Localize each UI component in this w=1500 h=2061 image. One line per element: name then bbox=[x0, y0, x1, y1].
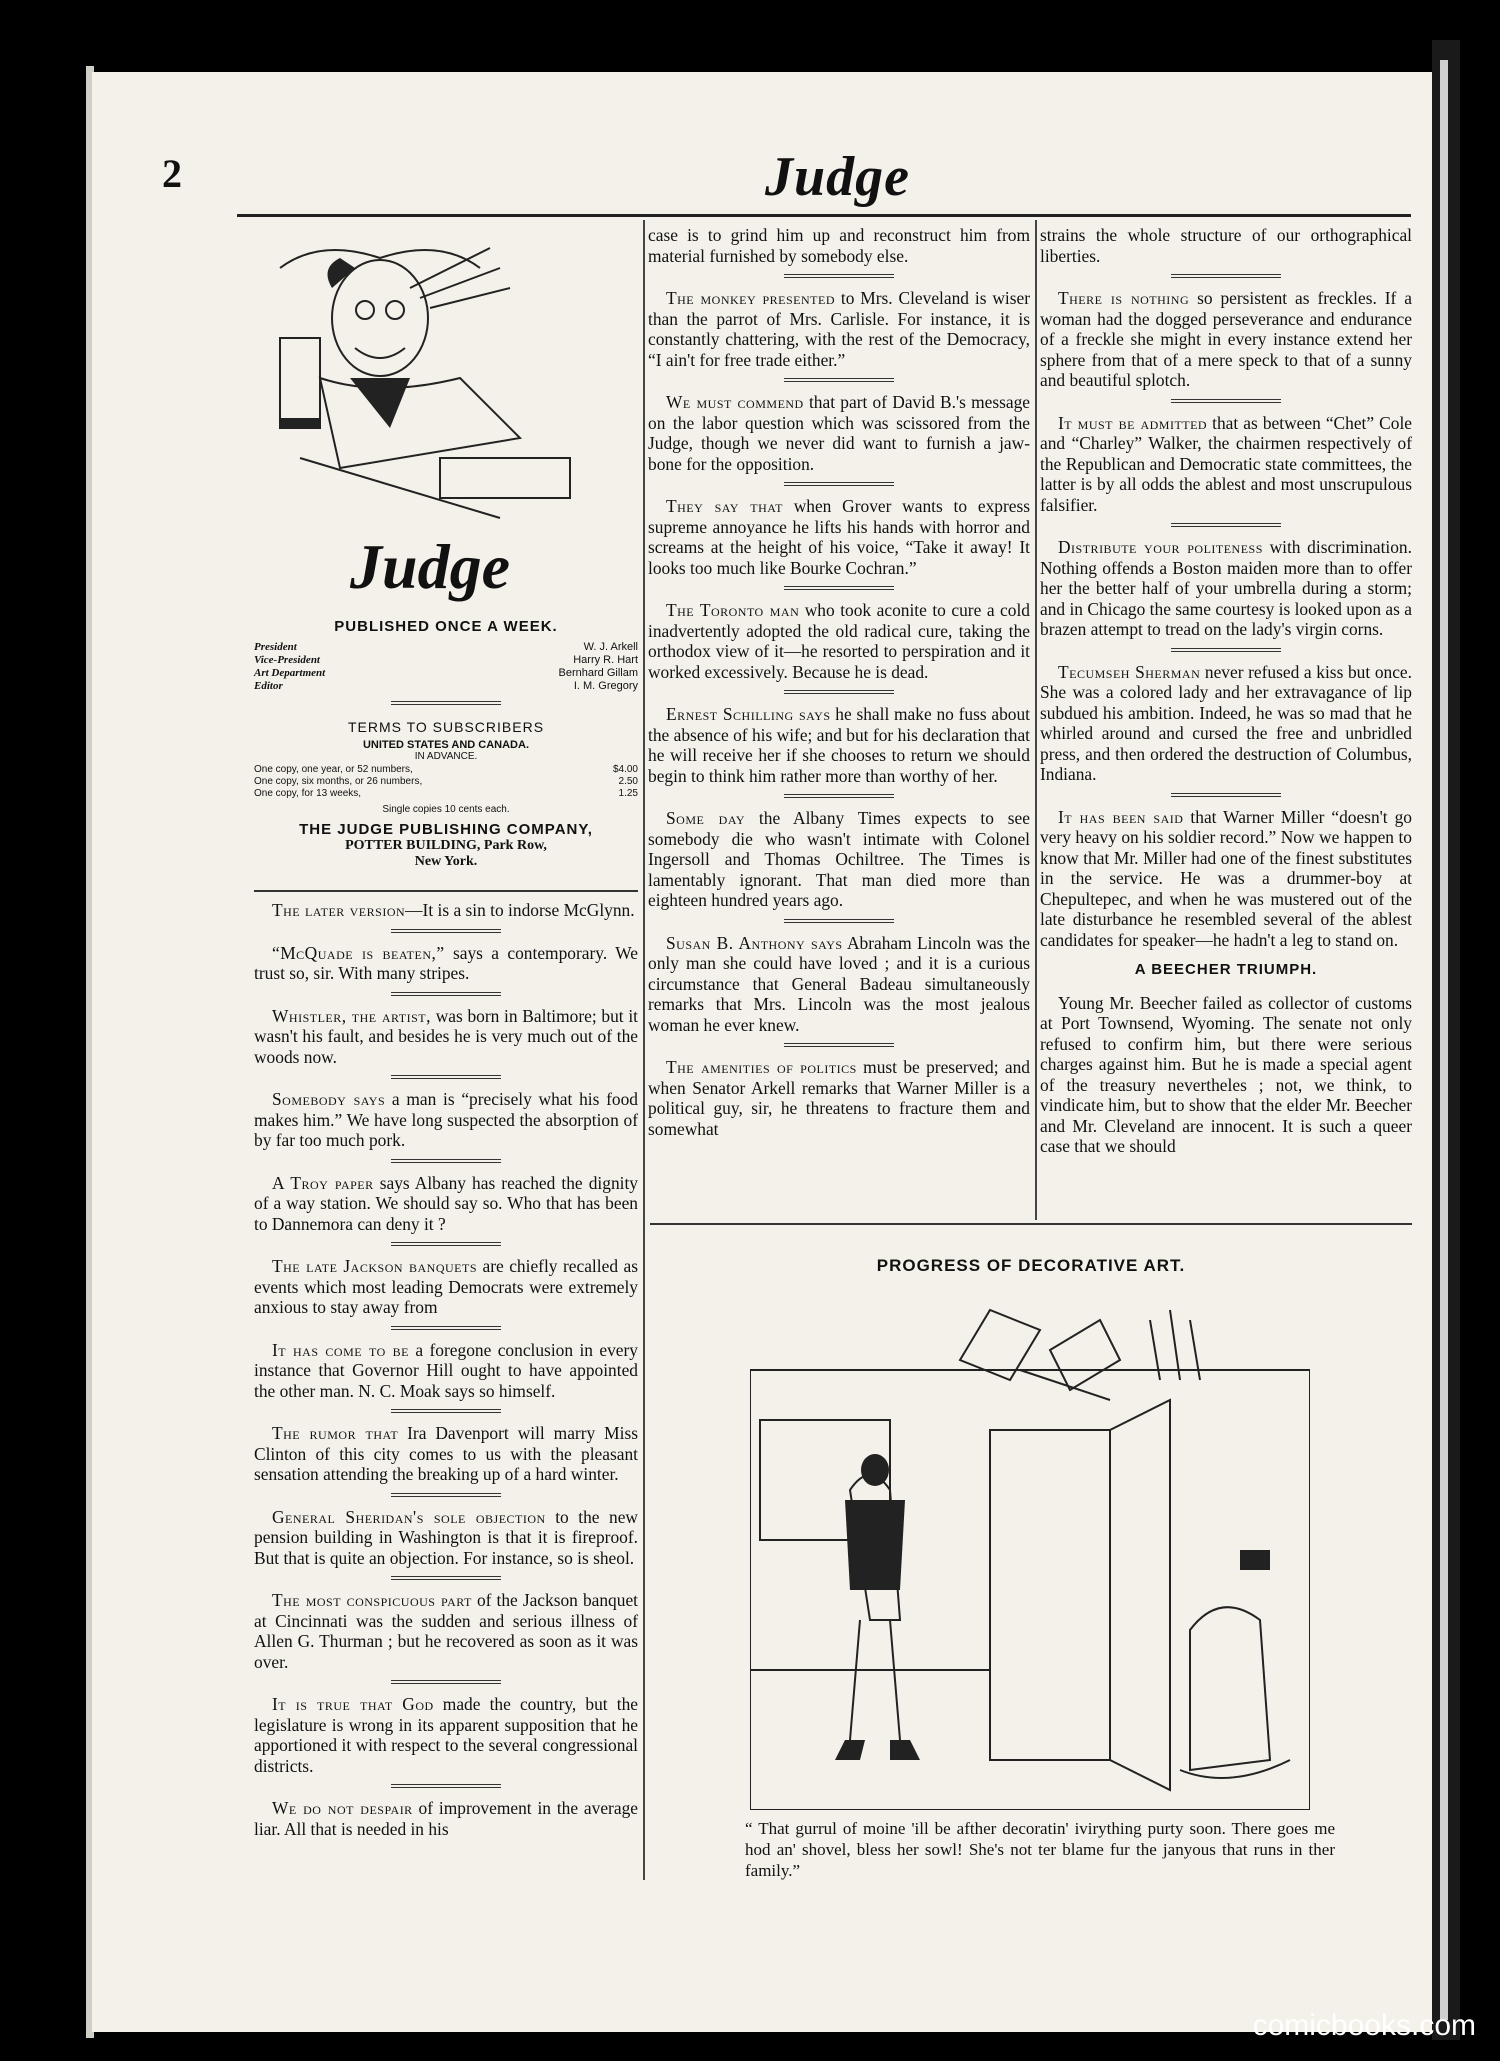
terms-title: TERMS TO SUBSCRIBERS bbox=[347, 719, 545, 735]
paragraph: Whistler, the artist, was born in Baltimore; but it wasn't his fault, and besides he is very much out of the woods now. bbox=[254, 1005, 638, 1067]
publisher-name: THE JUDGE PUBLISHING COMPANY, bbox=[299, 821, 593, 838]
divider bbox=[391, 1326, 501, 1330]
staff-row: Vice-President Harry R. Hart bbox=[254, 654, 638, 666]
terms-region: UNITED STATES AND CANADA. bbox=[362, 739, 529, 751]
cartoon-caption: “ That gurrul of moine 'ill be afther decoratin' ivirything purty soon. There goes me hod an' shovel, bless her sowl! She's not ter blame fur the janyous that runs in ther family.” bbox=[745, 1819, 1335, 1880]
header-rule bbox=[237, 214, 1411, 217]
publisher-city: New York. bbox=[414, 854, 478, 869]
paragraph: It has come to be a foregone conclusion in every instance that Governor Hill ought to have appointed the other man. N. C. Moak says so himself. bbox=[254, 1339, 638, 1401]
divider bbox=[391, 1159, 501, 1163]
column-3 bbox=[1040, 225, 1412, 1163]
divider bbox=[1171, 523, 1281, 527]
column-rule bbox=[1035, 220, 1037, 1220]
price-list bbox=[254, 764, 638, 800]
divider bbox=[391, 1576, 501, 1580]
divider bbox=[784, 1043, 894, 1047]
divider bbox=[391, 929, 501, 933]
paragraph: The late Jackson banquets are chiefly recalled as events which most leading Democrats were extremely anxious to stay away from bbox=[254, 1256, 638, 1317]
staff-row: Art Department Bernhard Gillam bbox=[254, 667, 638, 679]
published-line: PUBLISHED ONCE A WEEK. bbox=[334, 618, 558, 635]
cartoon-title: PROGRESS OF DECORATIVE ART. bbox=[876, 1256, 1186, 1275]
binding-edge bbox=[1440, 60, 1448, 2020]
divider bbox=[391, 701, 501, 705]
divider bbox=[391, 1409, 501, 1413]
paragraph: The later version—It is a sin to indorse McGlynn. bbox=[272, 900, 635, 920]
price-row: One copy, one year, or 52 numbers, $4.00 bbox=[254, 764, 638, 775]
paragraph: The Toronto man who took aconite to cure a cold inadvertently adopted the old radical cure, taking the orthodox view of it—he resorted to perspiration and it worked excessively. Because he is dead. bbox=[648, 600, 1030, 682]
divider bbox=[1171, 648, 1281, 652]
price-row: One copy, six months, or 26 numbers, 2.50 bbox=[254, 776, 638, 787]
masthead-title: Judge bbox=[765, 146, 910, 208]
divider bbox=[391, 992, 501, 996]
paragraph: Distribute your politeness with discrimination. Nothing offends a Boston maiden more than to offer her the better half of your umbrella during a storm; and in Chicago the same courtesy is looked upon as a brazen attempt to tread on the lady's virgin corns. bbox=[1040, 537, 1412, 639]
paragraph: We do not despair of improvement in the average liar. All that is needed in his bbox=[254, 1798, 638, 1839]
divider bbox=[784, 919, 894, 923]
divider bbox=[391, 1075, 501, 1079]
paragraph: It has been said that Warner Miller “doesn't go very heavy on his soldier record.” Now we happen to know that Mr. Miller had one of the finest substitutes in the service. He was a drummer-boy at Chepultepec, and when he was mustered out of the late disturbance he resembled several of the ablest candidates for speaker—he hadn't a leg to stand on. bbox=[1040, 806, 1412, 950]
page-number: 2 bbox=[162, 151, 182, 196]
site-watermark: comicbooks.com bbox=[1252, 2009, 1476, 2042]
paragraph: We must commend that part of David B.'s message on the labor question which was scissored from the Judge, though we never did want to furnish a jaw-bone for the opposition. bbox=[648, 392, 1031, 474]
continued-paragraph: strains the whole structure of our orthographical liberties. bbox=[1040, 225, 1412, 266]
judge-caricature-illustration bbox=[260, 228, 638, 522]
column-rule bbox=[643, 220, 645, 1232]
single-copy-price: Single copies 10 cents each. bbox=[382, 804, 510, 815]
sidebar-rule bbox=[254, 890, 638, 892]
paragraph: The most conspicuous part of the Jackson banquet at Cincinnati was the sudden and serious illness of Allen G. Thurman ; but he recovered as soon as it was over. bbox=[254, 1590, 638, 1672]
divider bbox=[784, 690, 894, 694]
divider bbox=[784, 482, 894, 486]
column-rule bbox=[643, 1230, 645, 1880]
column-2 bbox=[648, 225, 1030, 1145]
paragraph: A Troy paper says Albany has reached the dignity of a way station. We should say so. Who that has been to Dannemora can deny it ? bbox=[254, 1172, 638, 1234]
paragraph: There is nothing so persistent as freckles. If a woman had the dogged perseverance and endurance of a freckle she might in every instance extend her sphere from that of a mere speck to that of a sunny and beautiful splotch. bbox=[1040, 288, 1412, 390]
divider bbox=[1171, 793, 1281, 797]
publication-info bbox=[254, 618, 638, 870]
cartoon-rule bbox=[650, 1223, 1412, 1225]
divider bbox=[784, 378, 894, 382]
divider bbox=[784, 274, 894, 278]
paragraph: The rumor that Ira Davenport will marry Miss Clinton of this city comes to us with the pleasant sensation attending the breaking up of a hard winter. bbox=[254, 1423, 638, 1484]
paragraph: Young Mr. Beecher failed as collector of customs at Port Townsend, Wyoming. The senate not only refused to confirm him, but there were serious charges against him. But he is made a special agent of the treasury nevertheles ; not, we think, to vindicate him, but to show that the elder Mr. Beecher and Mr. Cleveland are innocent. It is such a queer case that we should bbox=[1040, 992, 1412, 1156]
paragraph: “McQuade is beaten,” says a contemporary. We trust so, sir. With many stripes. bbox=[254, 942, 638, 983]
section-heading: A BEECHER TRIUMPH. bbox=[1134, 961, 1318, 978]
staff-list bbox=[254, 641, 638, 693]
terms-advance: IN ADVANCE. bbox=[414, 751, 478, 762]
paragraph: It is true that God made the country, but the legislature is wrong in its apparent supposition that he apportioned it with respect to the several congressional districts. bbox=[254, 1694, 638, 1776]
staff-row: Editor I. M. Gregory bbox=[254, 680, 638, 692]
paragraph: Some day the Albany Times expects to see somebody die who wasn't intimate with Colonel Ingersoll and Thomas Ochiltree. The Times is lamentably ignorant. That man died more than eighteen hundred years ago. bbox=[648, 808, 1030, 910]
decorative-art-cartoon bbox=[750, 1290, 1310, 1810]
divider bbox=[784, 586, 894, 590]
paragraph: They say that when Grover wants to express supreme annoyance he lifts his hands with horror and screams at the height of his voice, “Take it away! It looks too much like Bourke Cochran.” bbox=[648, 496, 1030, 578]
paragraph: Susan B. Anthony says Abraham Lincoln was the only man she could have loved ; and it is a curious circumstance that General Badeau simultaneously remarks that Mrs. Lincoln was the most jealous woman he ever knew. bbox=[648, 932, 1030, 1035]
divider bbox=[784, 794, 894, 798]
judge-logo: Judge bbox=[350, 531, 510, 602]
staff-row: President W. J. Arkell bbox=[254, 641, 638, 653]
divider bbox=[391, 1680, 501, 1684]
paragraph: The monkey presented to Mrs. Cleveland is wiser than the parrot of Mrs. Carlisle. For instance, it is constantly chattering, with the rest of the Democracy, “I ain't for free trade either.” bbox=[648, 288, 1030, 370]
paragraph: Ernest Schilling says he shall make no fuss about the absence of his wife; and but for his declaration that he will receive her if she chooses to return we should begin to think him rather more than worthy of her. bbox=[648, 704, 1030, 786]
paragraph: General Sheridan's sole objection to the new pension building in Washington is that it is fireproof. But that is quite an objection. For instance, so is sheol. bbox=[254, 1506, 638, 1568]
paragraph: Tecumseh Sherman never refused a kiss but once. She was a colored lady and her extravagance of lip subdued his ambition. Indeed, he was so mad that he whirled around and cursed the free and unbridled press, and then ordered the destruction of Columbus, Indiana. bbox=[1040, 661, 1412, 784]
column-1 bbox=[254, 900, 638, 1845]
continued-paragraph: case is to grind him up and reconstruct him from material furnished by somebody else. bbox=[648, 225, 1030, 266]
divider bbox=[1171, 274, 1281, 278]
divider bbox=[391, 1784, 501, 1788]
paragraph: Somebody says a man is “precisely what his food makes him.” We have long suspected the absorption of by far too much pork. bbox=[254, 1089, 638, 1150]
price-row: One copy, for 13 weeks, 1.25 bbox=[254, 788, 638, 799]
paragraph: The amenities of politics must be preserved; and when Senator Arkell remarks that Warner Miller is a political guy, sir, he threatens to fracture them and somewhat bbox=[648, 1057, 1030, 1139]
publisher-address: POTTER BUILDING, Park Row, bbox=[345, 838, 547, 853]
paragraph: It must be admitted that as between “Chet” Cole and “Charley” Walker, the chairmen respectively of the Republican and Democratic state committees, the latter is by all odds the ablest and most unscrupulous falsifier. bbox=[1040, 412, 1412, 515]
divider bbox=[391, 1242, 501, 1246]
divider bbox=[391, 1493, 501, 1497]
divider bbox=[1171, 399, 1281, 403]
